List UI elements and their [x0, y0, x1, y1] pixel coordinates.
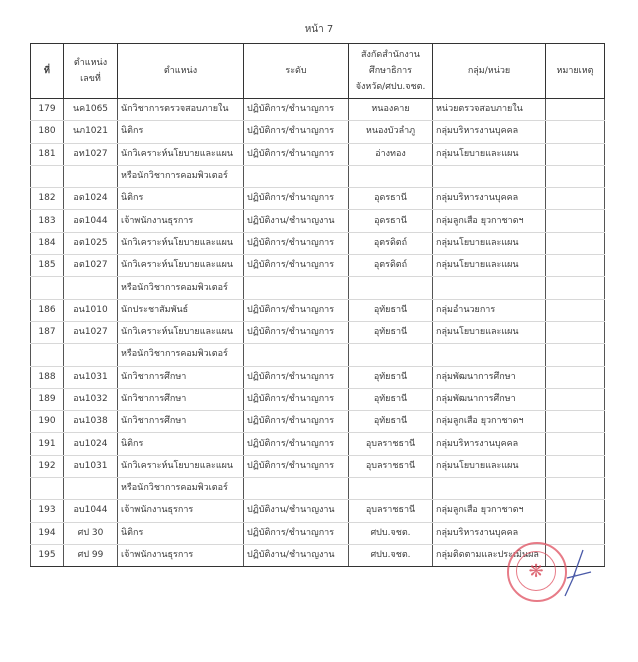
cell-no: 193 — [31, 500, 64, 522]
cell-position: เจ้าพนักงานธุรการ — [118, 544, 244, 566]
cell-level: ปฏิบัติการ/ชำนาญการ — [244, 99, 349, 121]
cell-group: กลุ่มนโยบายและแผน — [433, 455, 546, 477]
cell-code: อน1038 — [64, 411, 118, 433]
cell-remark — [546, 321, 605, 343]
cell-no: 191 — [31, 433, 64, 455]
cell-office: หนองคาย — [349, 99, 433, 121]
cell-position: นักวิเคราะห์นโยบายและแผน — [118, 232, 244, 254]
cell-group: กลุ่มบริหารงานบุคคล — [433, 433, 546, 455]
cell-level — [244, 478, 349, 500]
cell-no: 183 — [31, 210, 64, 232]
table-row — [31, 388, 605, 410]
table-row — [31, 210, 605, 232]
cell-office: ศปบ.จชต. — [349, 522, 433, 544]
cell-group — [433, 165, 546, 187]
cell-office: อุบลราชธานี — [349, 455, 433, 477]
cell-no: 182 — [31, 188, 64, 210]
cell-office: อุทัยธานี — [349, 388, 433, 410]
cell-remark — [546, 388, 605, 410]
cell-no: 181 — [31, 143, 64, 165]
cell-office: อุทัยธานี — [349, 321, 433, 343]
cell-position: เจ้าพนักงานธุรการ — [118, 210, 244, 232]
cell-code: อบ1031 — [64, 455, 118, 477]
table-row — [31, 277, 605, 299]
cell-no: 179 — [31, 99, 64, 121]
table-row — [31, 344, 605, 366]
header-group: กลุ่ม/หน่วย — [433, 44, 546, 99]
cell-no: 184 — [31, 232, 64, 254]
cell-level: ปฏิบัติการ/ชำนาญการ — [244, 232, 349, 254]
cell-no: 189 — [31, 388, 64, 410]
cell-code: อน1032 — [64, 388, 118, 410]
cell-level: ปฏิบัติงาน/ชำนาญงาน — [244, 500, 349, 522]
cell-code: ศป 99 — [64, 544, 118, 566]
cell-group: กลุ่มลูกเสือ ยุวกาชาดฯ — [433, 500, 546, 522]
cell-group: กลุ่มนโยบายและแผน — [433, 255, 546, 277]
cell-level: ปฏิบัติการ/ชำนาญการ — [244, 121, 349, 143]
cell-position: นักประชาสัมพันธ์ — [118, 299, 244, 321]
cell-level — [244, 344, 349, 366]
cell-level: ปฏิบัติการ/ชำนาญการ — [244, 522, 349, 544]
cell-code — [64, 478, 118, 500]
cell-code: อน1031 — [64, 366, 118, 388]
cell-level: ปฏิบัติการ/ชำนาญการ — [244, 366, 349, 388]
page-number: หน้า 7 — [304, 24, 334, 35]
cell-remark — [546, 143, 605, 165]
cell-remark — [546, 255, 605, 277]
cell-no: 190 — [31, 411, 64, 433]
cell-group — [433, 277, 546, 299]
cell-group: กลุ่มลูกเสือ ยุวกาชาดฯ — [433, 411, 546, 433]
cell-office: อุดรธานี — [349, 210, 433, 232]
cell-group: กลุ่มติดตามและประเมินผล — [433, 544, 546, 566]
cell-code: นภ1021 — [64, 121, 118, 143]
cell-level: ปฏิบัติการ/ชำนาญการ — [244, 255, 349, 277]
cell-no: 185 — [31, 255, 64, 277]
table-row — [31, 478, 605, 500]
cell-group: กลุ่มพัฒนาการศึกษา — [433, 388, 546, 410]
cell-level: ปฏิบัติการ/ชำนาญการ — [244, 188, 349, 210]
cell-remark — [546, 344, 605, 366]
cell-code: อน1027 — [64, 321, 118, 343]
cell-code — [64, 344, 118, 366]
cell-remark — [546, 433, 605, 455]
cell-remark — [546, 478, 605, 500]
cell-level: ปฏิบัติการ/ชำนาญการ — [244, 411, 349, 433]
cell-position: นักวิชาการตรวจสอบภายใน — [118, 99, 244, 121]
cell-remark — [546, 210, 605, 232]
cell-position: นักวิเคราะห์นโยบายและแผน — [118, 255, 244, 277]
cell-no: 188 — [31, 366, 64, 388]
cell-remark — [546, 500, 605, 522]
cell-code: อบ1044 — [64, 500, 118, 522]
table-row — [31, 121, 605, 143]
table-row — [31, 366, 605, 388]
cell-code: อต1025 — [64, 232, 118, 254]
cell-no — [31, 165, 64, 187]
cell-remark — [546, 455, 605, 477]
cell-level — [244, 277, 349, 299]
cell-no — [31, 344, 64, 366]
cell-position: นิติกร — [118, 121, 244, 143]
table-row — [31, 433, 605, 455]
table-row — [31, 321, 605, 343]
cell-position: นิติกร — [118, 188, 244, 210]
cell-group — [433, 478, 546, 500]
cell-level: ปฏิบัติงาน/ชำนาญงาน — [244, 210, 349, 232]
cell-level: ปฏิบัติการ/ชำนาญการ — [244, 433, 349, 455]
cell-office — [349, 478, 433, 500]
cell-no: 195 — [31, 544, 64, 566]
cell-office — [349, 165, 433, 187]
cell-code: นค1065 — [64, 99, 118, 121]
cell-group: กลุ่มอำนวยการ — [433, 299, 546, 321]
table-row — [31, 411, 605, 433]
cell-remark — [546, 411, 605, 433]
cell-office — [349, 344, 433, 366]
cell-code: อท1027 — [64, 143, 118, 165]
cell-remark — [546, 232, 605, 254]
table-row — [31, 255, 605, 277]
cell-code: อด1024 — [64, 188, 118, 210]
table-header-row — [31, 44, 605, 99]
cell-office: อุบลราชธานี — [349, 433, 433, 455]
garuda-seal-icon: ❋ — [507, 542, 567, 602]
table-row — [31, 455, 605, 477]
signature-icon — [555, 548, 595, 598]
cell-code: ศป 30 — [64, 522, 118, 544]
cell-no: 187 — [31, 321, 64, 343]
header-no: ที่ — [31, 44, 64, 99]
cell-level: ปฏิบัติงาน/ชำนาญงาน — [244, 544, 349, 566]
cell-code: อบ1024 — [64, 433, 118, 455]
cell-group: กลุ่มพัฒนาการศึกษา — [433, 366, 546, 388]
cell-code: อต1027 — [64, 255, 118, 277]
header-office: สังกัดสำนักงาน ศึกษาธิการ จังหวัด/ศปบ.จชต. — [349, 44, 433, 99]
cell-office: อ่างทอง — [349, 143, 433, 165]
cell-group: กลุ่มนโยบายและแผน — [433, 143, 546, 165]
cell-office: อุทัยธานี — [349, 411, 433, 433]
cell-level: ปฏิบัติการ/ชำนาญการ — [244, 388, 349, 410]
cell-level: ปฏิบัติการ/ชำนาญการ — [244, 143, 349, 165]
cell-remark — [546, 366, 605, 388]
cell-office: อุทัยธานี — [349, 299, 433, 321]
cell-position: หรือนักวิชาการคอมพิวเตอร์ — [118, 478, 244, 500]
cell-group: กลุ่มนโยบายและแผน — [433, 232, 546, 254]
cell-no: 194 — [31, 522, 64, 544]
cell-level: ปฏิบัติการ/ชำนาญการ — [244, 321, 349, 343]
cell-remark — [546, 121, 605, 143]
cell-remark — [546, 277, 605, 299]
cell-no: 192 — [31, 455, 64, 477]
cell-level: ปฏิบัติการ/ชำนาญการ — [244, 299, 349, 321]
table-row — [31, 188, 605, 210]
cell-position: เจ้าพนักงานธุรการ — [118, 500, 244, 522]
table-row — [31, 232, 605, 254]
cell-position: หรือนักวิชาการคอมพิวเตอร์ — [118, 344, 244, 366]
cell-group — [433, 344, 546, 366]
cell-group: กลุ่มบริหารงานบุคคล — [433, 188, 546, 210]
cell-remark — [546, 99, 605, 121]
cell-code: อน1010 — [64, 299, 118, 321]
table-row — [31, 299, 605, 321]
table-row — [31, 165, 605, 187]
position-table — [30, 43, 605, 567]
table-row — [31, 522, 605, 544]
cell-office: อุดรธานี — [349, 188, 433, 210]
header-position-no: ตำแหน่ง เลขที่ — [64, 44, 118, 99]
cell-position: นักวิชาการศึกษา — [118, 366, 244, 388]
cell-position: นักวิชาการศึกษา — [118, 411, 244, 433]
cell-position: นักวิเคราะห์นโยบายและแผน — [118, 143, 244, 165]
cell-remark — [546, 299, 605, 321]
cell-code — [64, 165, 118, 187]
cell-office: อุบลราชธานี — [349, 500, 433, 522]
cell-level: ปฏิบัติการ/ชำนาญการ — [244, 455, 349, 477]
cell-position: หรือนักวิชาการคอมพิวเตอร์ — [118, 277, 244, 299]
cell-office: หนองบัวลำภู — [349, 121, 433, 143]
cell-remark — [546, 165, 605, 187]
cell-group: กลุ่มลูกเสือ ยุวกาชาดฯ — [433, 210, 546, 232]
cell-no — [31, 277, 64, 299]
header-level: ระดับ — [244, 44, 349, 99]
cell-office: อุตรดิตถ์ — [349, 255, 433, 277]
cell-office — [349, 277, 433, 299]
header-position: ตำแหน่ง — [118, 44, 244, 99]
cell-group: หน่วยตรวจสอบภายใน — [433, 99, 546, 121]
cell-office: ศปบ.จชต. — [349, 544, 433, 566]
cell-no: 186 — [31, 299, 64, 321]
cell-position: นักวิชาการศึกษา — [118, 388, 244, 410]
cell-code — [64, 277, 118, 299]
cell-position: นักวิเคราะห์นโยบายและแผน — [118, 321, 244, 343]
cell-office: อุทัยธานี — [349, 366, 433, 388]
cell-position: นิติกร — [118, 522, 244, 544]
cell-position: นิติกร — [118, 433, 244, 455]
cell-level — [244, 165, 349, 187]
cell-group: กลุ่มบริหารงานบุคคล — [433, 522, 546, 544]
cell-group: กลุ่มบริหารงานบุคคล — [433, 121, 546, 143]
cell-remark — [546, 188, 605, 210]
cell-no — [31, 478, 64, 500]
table-row — [31, 500, 605, 522]
cell-office: อุตรดิตถ์ — [349, 232, 433, 254]
cell-position: หรือนักวิชาการคอมพิวเตอร์ — [118, 165, 244, 187]
table-row — [31, 143, 605, 165]
header-remark: หมายเหตุ — [546, 44, 605, 99]
cell-code: อด1044 — [64, 210, 118, 232]
cell-no: 180 — [31, 121, 64, 143]
cell-remark — [546, 522, 605, 544]
cell-position: นักวิเคราะห์นโยบายและแผน — [118, 455, 244, 477]
cell-group: กลุ่มนโยบายและแผน — [433, 321, 546, 343]
table-row — [31, 99, 605, 121]
